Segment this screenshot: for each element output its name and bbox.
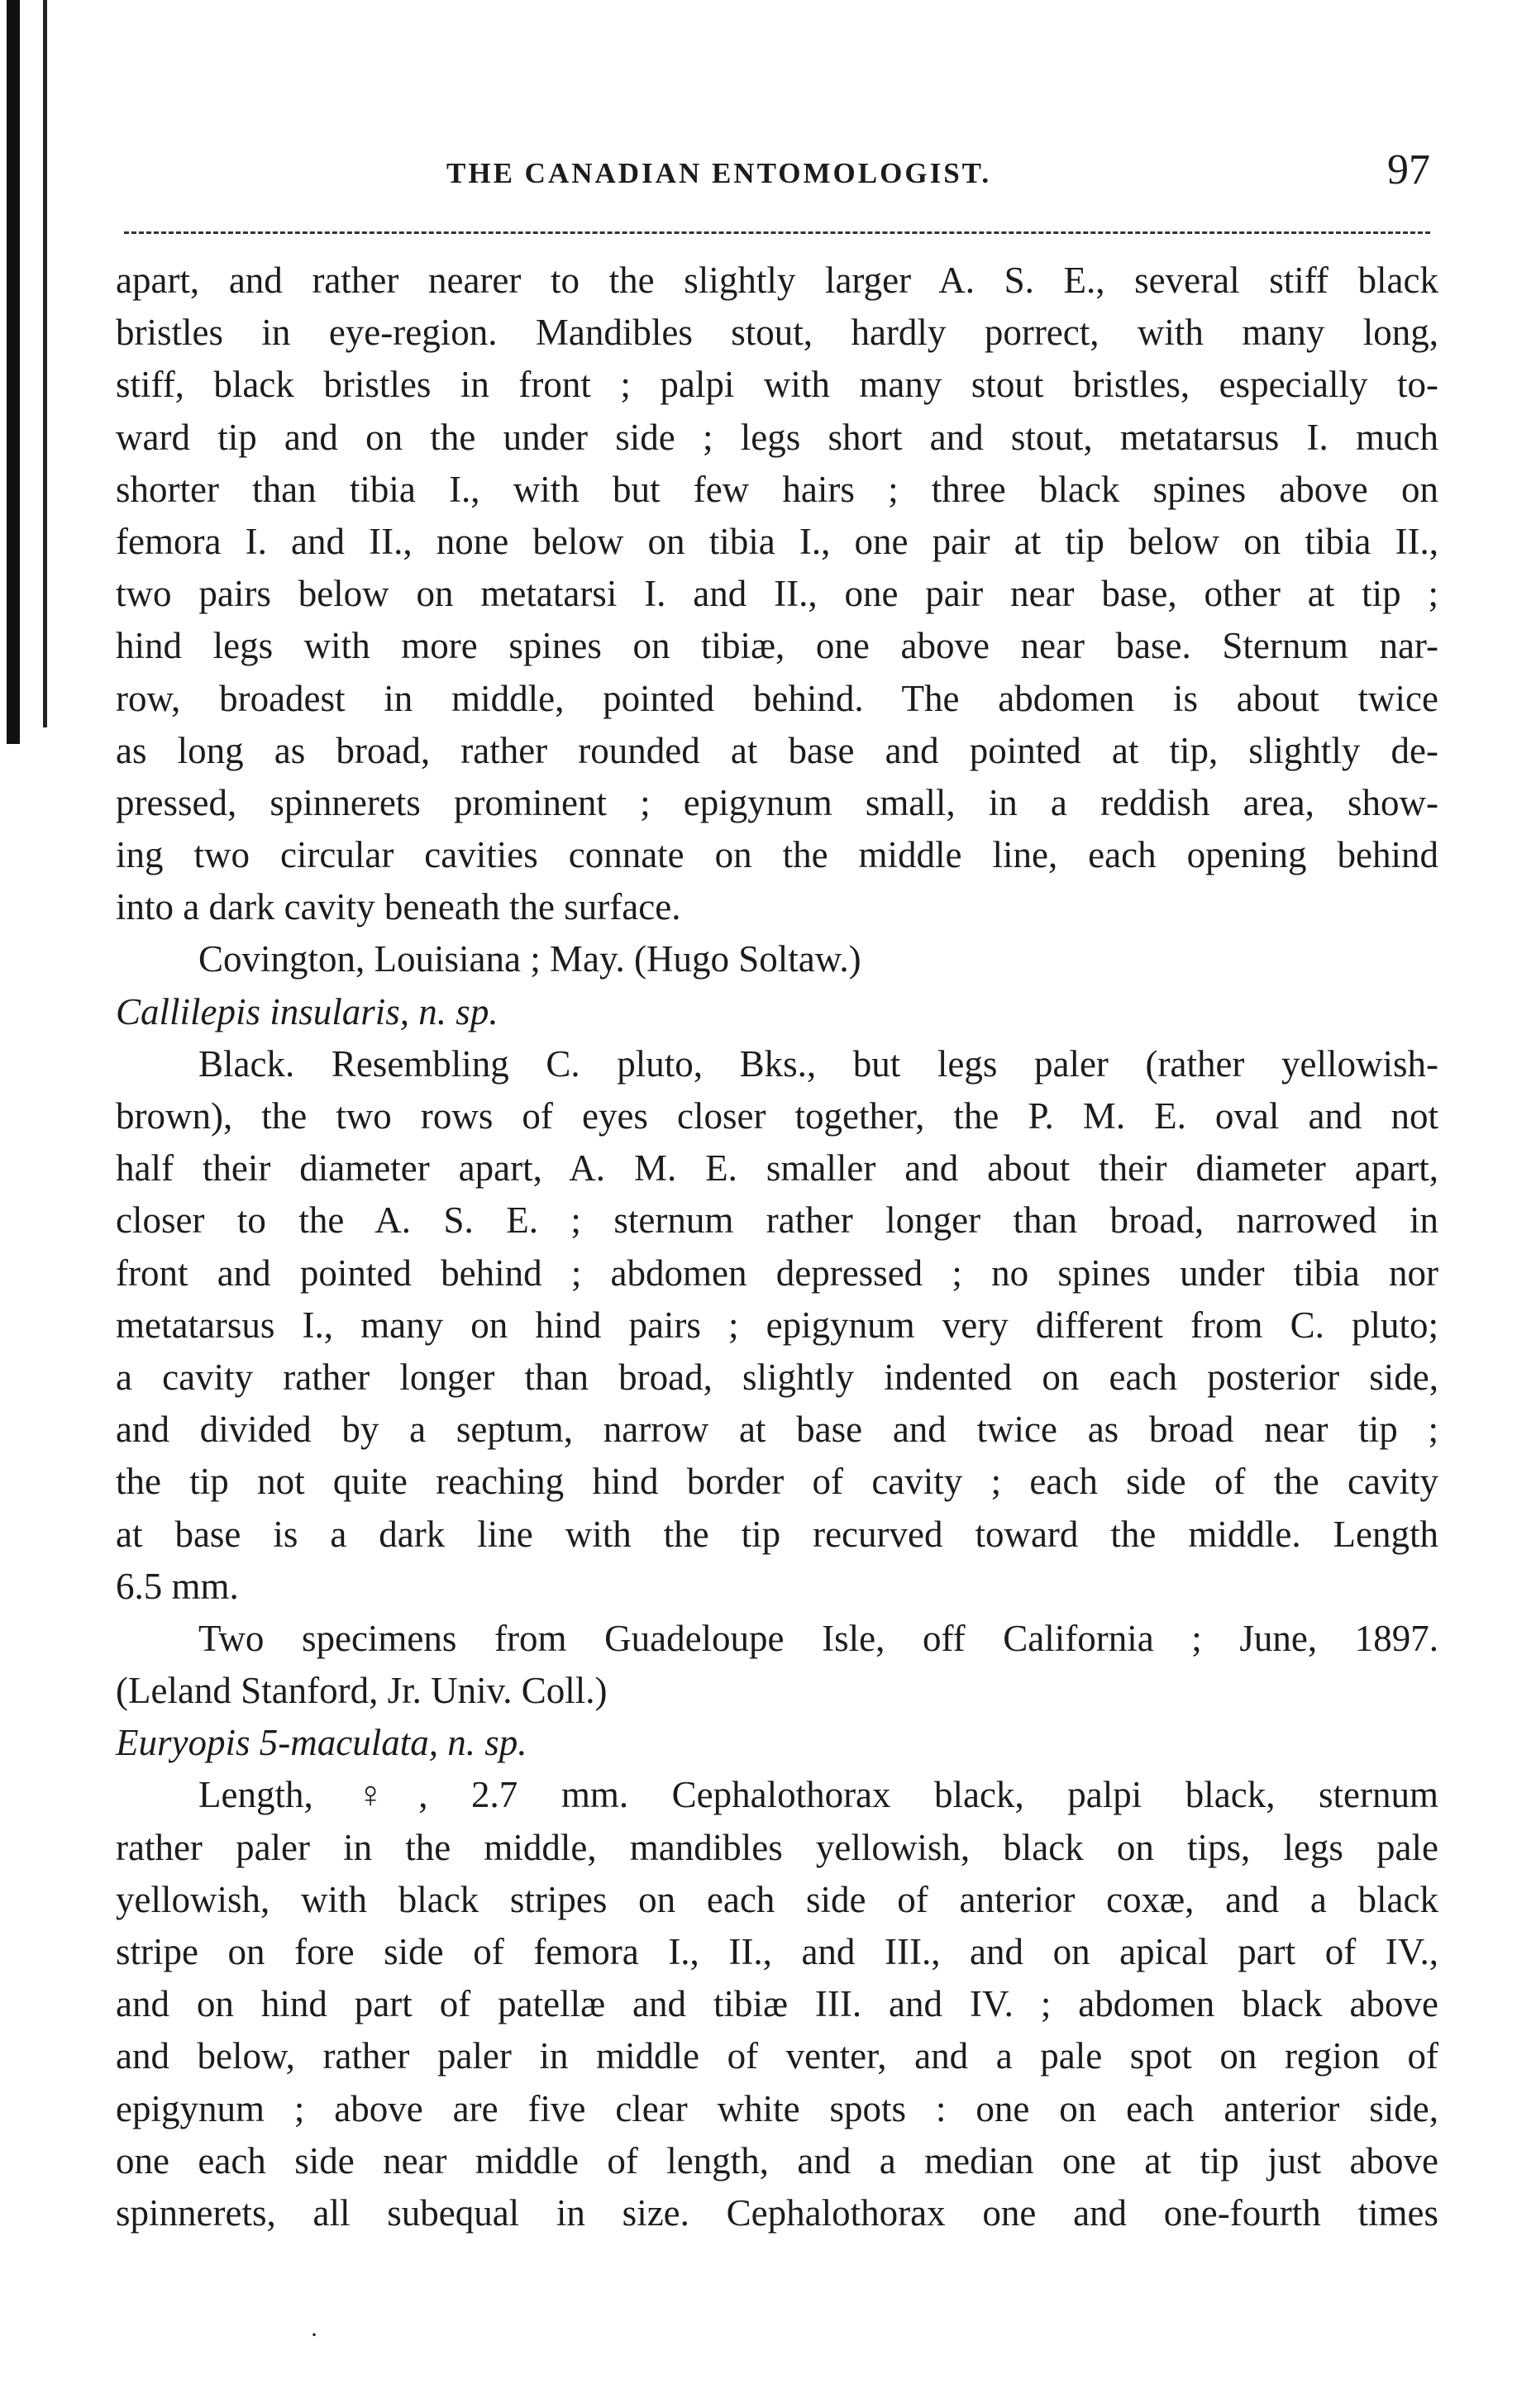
text-line: ward tip and on the under side ; legs short and stout, metatarsus I. much	[116, 416, 1438, 458]
running-title: THE CANADIAN ENTOMOLOGIST.	[446, 157, 992, 189]
text-line: at base is a dark line with the tip recurved toward the middle. Length	[116, 1513, 1438, 1555]
text-line: front and pointed behind ; abdomen depressed ; no spines under tibia nor	[116, 1252, 1438, 1294]
species-heading: Callilepis insularis, n. sp.	[116, 990, 498, 1032]
text-line: rather paler in the middle, mandibles yellowish, black on tips, legs pale	[116, 1826, 1438, 1868]
text-line: metatarsus I., many on hind pairs ; epigynum very different from C. pluto;	[116, 1304, 1438, 1346]
text-line: into a dark cavity beneath the surface.	[116, 886, 681, 928]
body-text	[116, 255, 1438, 2239]
species-heading: Euryopis 5-maculata, n. sp.	[116, 1722, 527, 1764]
header-rule	[124, 231, 1430, 234]
text-line: row, broadest in middle, pointed behind. The abdomen is about twice	[116, 677, 1438, 719]
text-line: shorter than tibia I., with but few hairs ; three black spines above on	[116, 468, 1438, 510]
text-line: and on hind part of patellæ and tibiæ III. and IV. ; abdomen black above	[116, 1983, 1438, 2025]
text-line: two pairs below on metatarsi I. and II., one pair near base, other at tip ;	[116, 573, 1438, 615]
text-line: (Leland Stanford, Jr. Univ. Coll.)	[116, 1670, 608, 1712]
text-line: epigynum ; above are five clear white spots : one on each anterior side,	[116, 2087, 1438, 2129]
text-line: one each side near middle of length, and a median one at tip just above	[116, 2139, 1438, 2182]
text-line: Black. Resembling C. pluto, Bks., but legs paler (rather yellowish-	[198, 1042, 1438, 1085]
text-line: bristles in eye-region. Mandibles stout, hardly porrect, with many long,	[116, 312, 1438, 354]
text-line: stripe on fore side of femora I., II., and III., and on apical part of IV.,	[116, 1931, 1438, 1972]
stray-mark: ·	[310, 2321, 318, 2348]
page-header	[116, 145, 1430, 195]
text-line: stiff, black bristles in front ; palpi with many stout bristles, especially to-	[116, 364, 1438, 406]
text-line: 6.5 mm.	[116, 1565, 239, 1607]
text-line: apart, and rather nearer to the slightly larger A. S. E., several stiff black	[116, 260, 1438, 301]
text-line: spinnerets, all subequal in size. Cephalothorax one and one-fourth times	[116, 2191, 1438, 2234]
page-number: 97	[1387, 146, 1430, 193]
text-line: a cavity rather longer than broad, slightly indented on each posterior side,	[116, 1356, 1438, 1398]
text-line: brown), the two rows of eyes closer together, the P. M. E. oval and not	[116, 1095, 1438, 1137]
text-line: Length, ♀, 2.7 mm. Cephalothorax black, palpi black, sternum	[198, 1774, 1438, 1816]
text-line: femora I. and II., none below on tibia I., one pair at tip below on tibia II.,	[116, 520, 1438, 562]
text-line: yellowish, with black stripes on each side of anterior coxæ, and a black	[116, 1878, 1438, 1920]
locality-line: Covington, Louisiana ; May. (Hugo Soltaw.)	[198, 938, 861, 980]
scan-edge-line	[43, 0, 47, 727]
locality-line: Two specimens from Guadeloupe Isle, off California ; June, 1897.	[198, 1617, 1438, 1659]
text-line: and below, rather paler in middle of venter, and a pale spot on region of	[116, 2035, 1438, 2077]
text-line: closer to the A. S. E. ; sternum rather longer than broad, narrowed in	[116, 1199, 1438, 1242]
text-line: hind legs with more spines on tibiæ, one above near base. Sternum nar-	[116, 625, 1438, 667]
scan-edge-mark	[7, 0, 20, 744]
text-line: half their diameter apart, A. M. E. smaller and about their diameter apart,	[116, 1147, 1438, 1190]
text-line: and divided by a septum, narrow at base and twice as broad near tip ;	[116, 1409, 1438, 1451]
text-line: the tip not quite reaching hind border of cavity ; each side of the cavity	[116, 1461, 1438, 1503]
text-line: ing two circular cavities connate on the middle line, each opening behind	[116, 834, 1438, 876]
text-line: pressed, spinnerets prominent ; epigynum small, in a reddish area, show-	[116, 781, 1438, 823]
text-line: as long as broad, rather rounded at base and pointed at tip, slightly de-	[116, 729, 1438, 771]
